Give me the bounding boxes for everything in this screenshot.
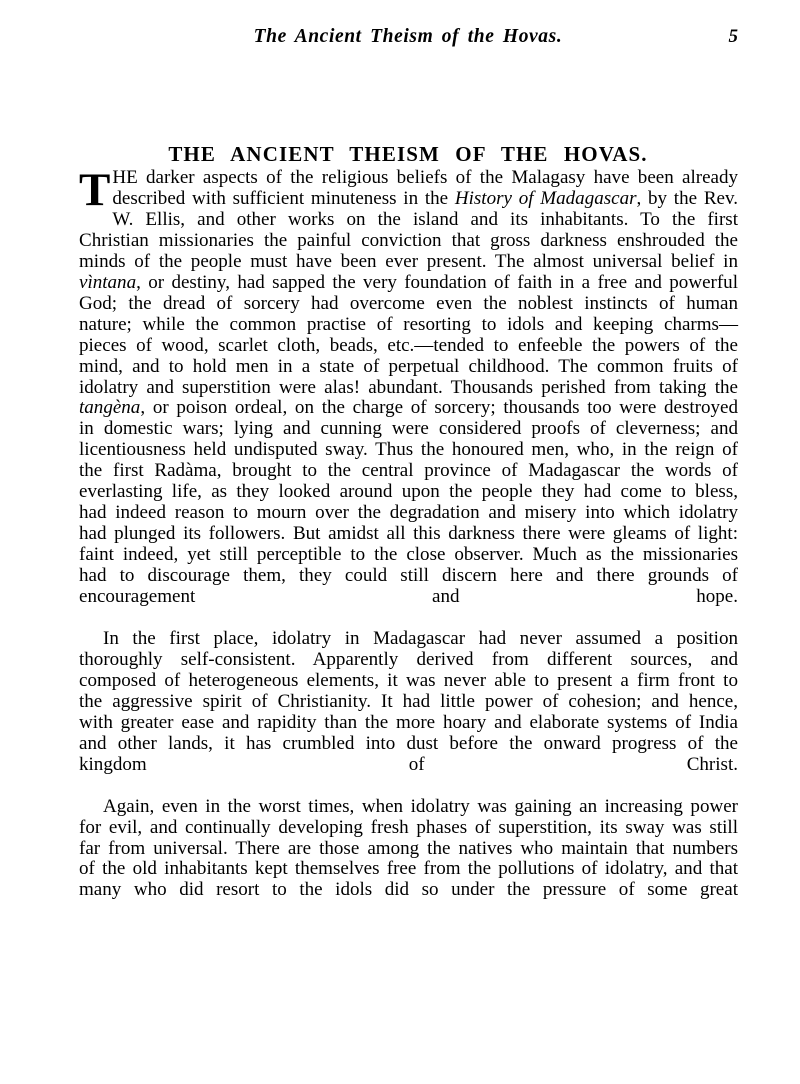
italic-term: History of Madagascar xyxy=(454,187,637,209)
italic-term: tangèna xyxy=(79,397,141,419)
drop-cap: T xyxy=(79,164,111,216)
article-title: THE ANCIENT THEISM OF THE HOVAS. xyxy=(168,142,648,167)
paragraph-1 xyxy=(79,164,738,629)
paragraph-3 xyxy=(79,797,738,923)
paragraph-2 xyxy=(79,629,738,797)
paragraph-2-text: In the first place, idolatry in Madagascar had never assumed a position thoroughly self-consistent. Apparently derived from different sources, and composed of heterogeneous elements, it was never able to present a firm front to the aggressive spirit of Christianity. It had little power of cohesion; and hence, with greater ease and rapidity than the more hoary and elaborate systems of India and other lands, it has crumbled into dust before the onward progress of the kingdom of Christ. xyxy=(79,627,738,775)
body-text xyxy=(79,164,738,922)
running-head xyxy=(78,26,738,56)
page-number: 5 xyxy=(728,26,738,47)
paragraph-3-text: Again, even in the worst times, when idolatry was gaining an increasing power for evil, and continually developing fresh phases of superstition, its sway was still far from universal. There are those among the natives who maintain that numbers of the old inhabitants kept themselves free from the pollutions of idolatry, and that many who did resort to the idols did so under the pressure of some great xyxy=(79,795,738,901)
italic-term: vìntana xyxy=(79,271,137,293)
paragraph-1-text: HE darker aspects of the religious beliefs of the Malagasy have been already described with sufficient minuteness in the History of Madagascar, by the Rev. W. Ellis, and other works on the island and its inhabitants. To the first Christian missionaries the painful conviction that gross darkness enshrouded the minds of the people must have been ever present. The almost universal belief in vìntana, or destiny, had sapped the very foundation of faith in a free and powerful God; the dread of sorcery had overcome even the noblest instincts of human nature; while the common practise of resorting to idols and keeping charms—pieces of wood, scarlet cloth, beads, etc.—tended to enfeeble the powers of the mind, and to hold men in a state of perpetual childhood. The common fruits of idolatry and superstition were alas! abundant. Thousands perished from taking the tangèna, or poison ordeal, on the charge of sorcery; thousands too were destroyed in domestic wars; lying and cunning were considered proofs of cleverness; and licentiousness held undisputed sway. Thus the honoured men, who, in the reign of the first Radàma, brought to the central province of Madagascar the words of everlasting life, as they looked around upon the people they had come to bless, had indeed reason to mourn over the degradation and misery into which idolatry had plunged its followers. But amidst all this darkness there were gleams of light: faint indeed, yet still perceptible to the close observer. Much as the missionaries had to discourage them, they could still discern here and there grounds of encouragement and hope. xyxy=(79,167,738,608)
running-head-title: The Ancient Theism of the Hovas. xyxy=(253,26,563,47)
